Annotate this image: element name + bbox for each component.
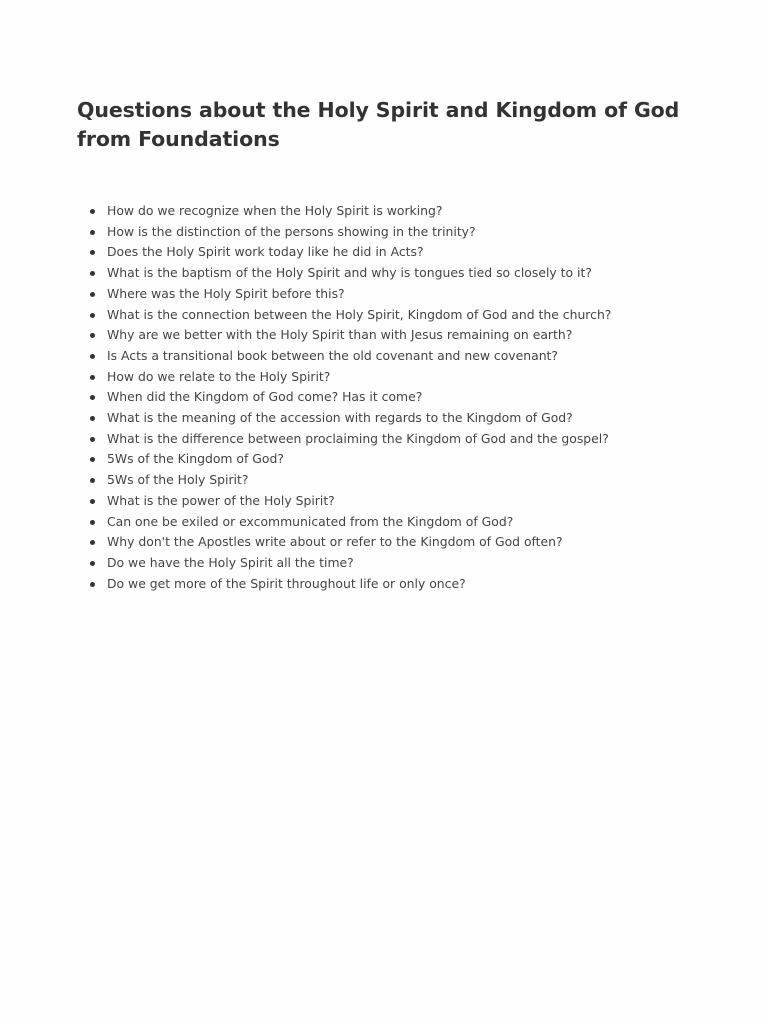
question-text: Where was the Holy Spirit before this?: [107, 285, 345, 301]
list-item: [77, 284, 728, 305]
bullet-icon: [90, 561, 95, 566]
question-text: 5Ws of the Kingdom of God?: [107, 451, 284, 467]
bullet-icon: [90, 271, 95, 276]
bullet-icon: [90, 230, 95, 235]
question-text: 5Ws of the Holy Spirit?: [107, 472, 249, 488]
question-text: When did the Kingdom of God come? Has it come?: [107, 389, 423, 405]
question-text: What is the meaning of the accession with regards to the Kingdom of God?: [107, 410, 573, 426]
list-item: [77, 325, 728, 346]
list-item: [77, 553, 728, 574]
question-text: What is the power of the Holy Spirit?: [107, 492, 335, 508]
list-item: [77, 305, 728, 326]
question-list: [77, 201, 728, 594]
list-item: [77, 387, 728, 408]
question-text: Why don't the Apostles write about or refer to the Kingdom of God often?: [107, 534, 563, 550]
bullet-icon: [90, 437, 95, 442]
question-text: Is Acts a transitional book between the old covenant and new covenant?: [107, 347, 558, 363]
bullet-icon: [90, 292, 95, 297]
question-text: Does the Holy Spirit work today like he did in Acts?: [107, 244, 424, 260]
question-text: What is the baptism of the Holy Spirit and why is tongues tied so closely to it?: [107, 265, 592, 281]
bullet-icon: [90, 375, 95, 380]
list-item: [77, 512, 728, 533]
bullet-icon: [90, 582, 95, 587]
list-item: [77, 491, 728, 512]
bullet-icon: [90, 250, 95, 255]
bullet-icon: [90, 354, 95, 359]
question-text: How is the distinction of the persons showing in the trinity?: [107, 223, 476, 239]
list-item: [77, 367, 728, 388]
bullet-icon: [90, 457, 95, 462]
question-text: What is the difference between proclaiming the Kingdom of God and the gospel?: [107, 430, 609, 446]
list-item: [77, 574, 728, 595]
question-text: Why are we better with the Holy Spirit than with Jesus remaining on earth?: [107, 327, 573, 343]
list-item: [77, 408, 728, 429]
bullet-icon: [90, 209, 95, 214]
bullet-icon: [90, 333, 95, 338]
list-item: [77, 263, 728, 284]
page-title: Questions about the Holy Spirit and Kingdom of God from Foundations: [77, 98, 680, 151]
bullet-icon: [90, 478, 95, 483]
list-item: [77, 532, 728, 553]
list-item: [77, 470, 728, 491]
bullet-icon: [90, 540, 95, 545]
list-item: [77, 449, 728, 470]
list-item: [77, 429, 728, 450]
list-item: [77, 222, 728, 243]
question-text: Do we get more of the Spirit throughout life or only once?: [107, 575, 466, 591]
bullet-icon: [90, 395, 95, 400]
list-item: [77, 346, 728, 367]
bullet-icon: [90, 520, 95, 525]
question-text: How do we recognize when the Holy Spirit is working?: [107, 203, 443, 218]
bullet-icon: [90, 313, 95, 318]
bullet-icon: [90, 416, 95, 421]
bullet-icon: [90, 499, 95, 504]
question-text: Do we have the Holy Spirit all the time?: [107, 554, 354, 570]
question-text: How do we relate to the Holy Spirit?: [107, 368, 331, 384]
list-item: [77, 201, 728, 222]
question-text: Can one be exiled or excommunicated from the Kingdom of God?: [107, 513, 514, 529]
question-text: What is the connection between the Holy Spirit, Kingdom of God and the church?: [107, 306, 612, 322]
list-item: [77, 242, 728, 263]
